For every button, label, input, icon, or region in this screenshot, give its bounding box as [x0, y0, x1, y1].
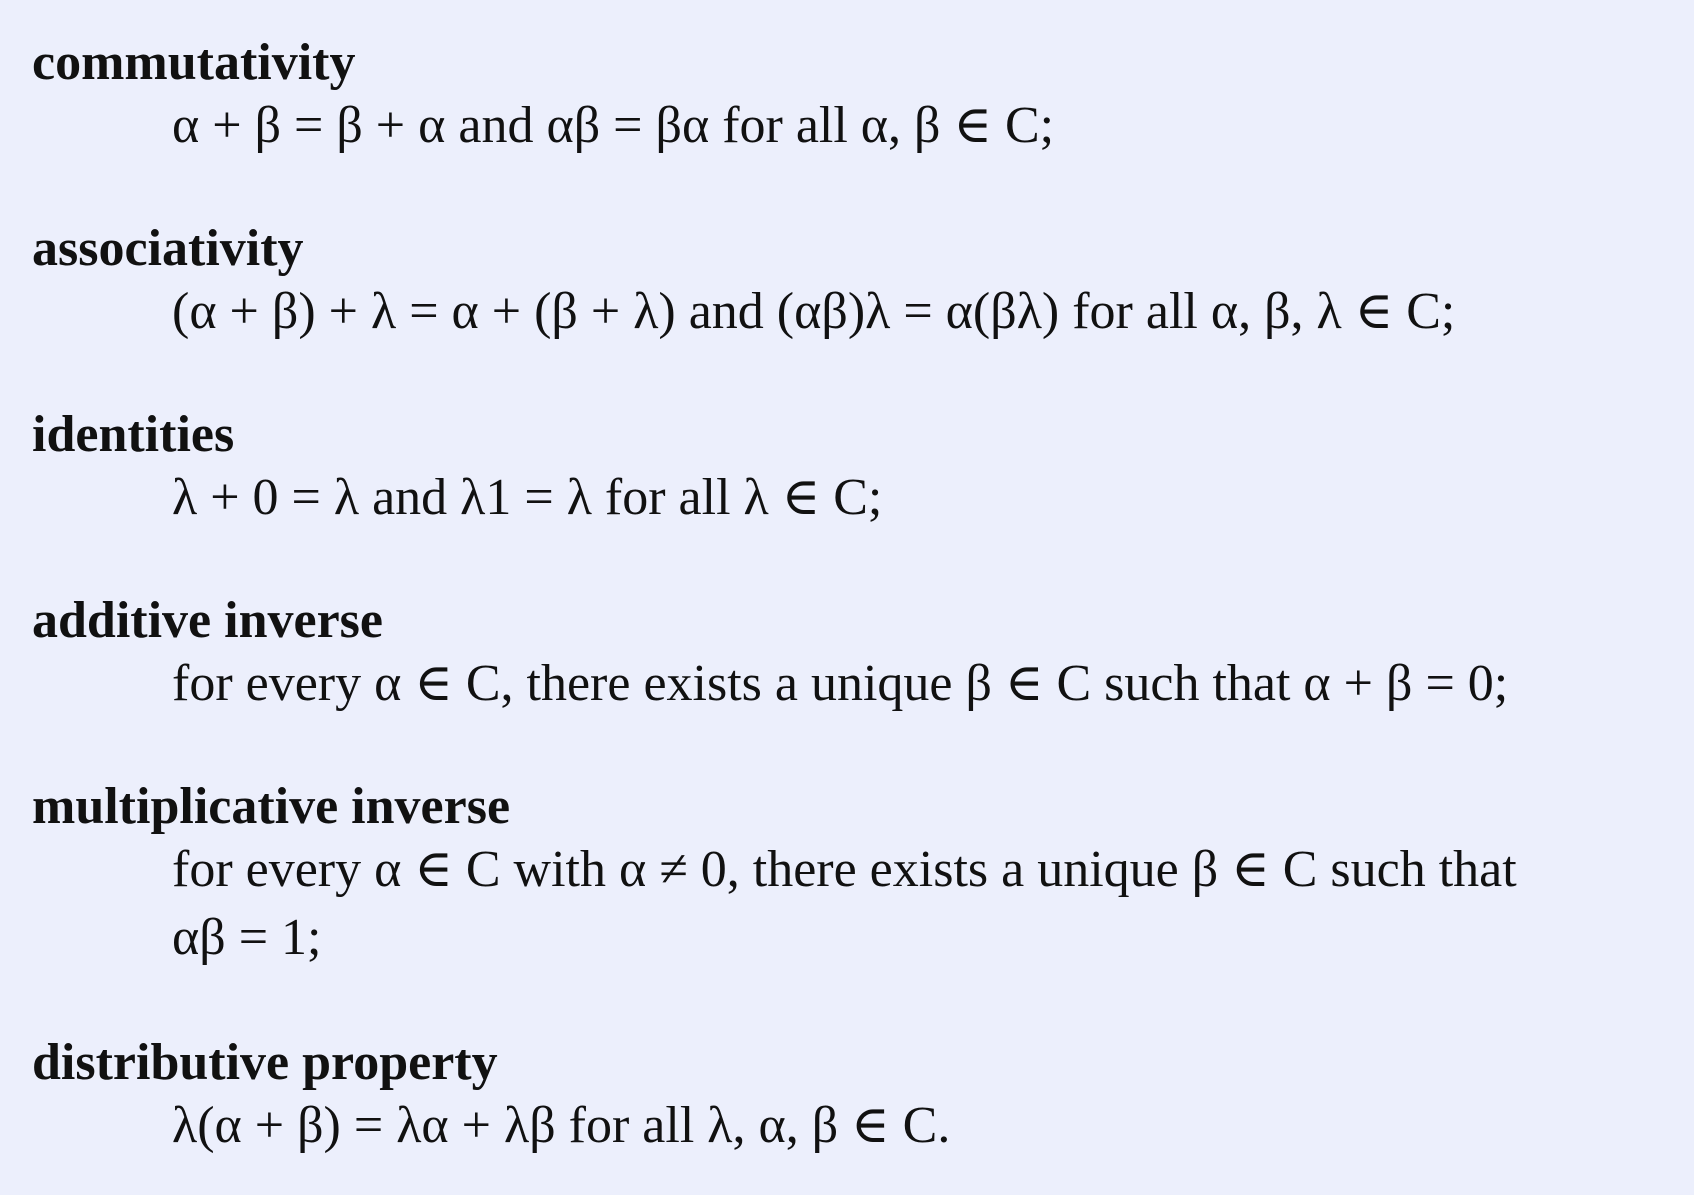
property-statement: [172, 1094, 1694, 1162]
property-distributive: [32, 1032, 1694, 1162]
statement-line: α + β = β + α and αβ = βα for all α, β ∈ C;: [172, 97, 1055, 154]
property-title: multiplicative inverse: [32, 778, 511, 835]
property-identities: [32, 404, 1694, 534]
property-title: associativity: [32, 220, 304, 277]
property-title: additive inverse: [32, 592, 383, 649]
property-statement: [172, 280, 1694, 348]
property-statement: [172, 652, 1694, 720]
property-statement: [172, 94, 1694, 162]
property-associativity: [32, 218, 1694, 348]
property-title: distributive property: [32, 1034, 498, 1091]
property-statement: [172, 838, 1694, 974]
property-statement: [172, 466, 1694, 534]
property-additive-inverse: [32, 590, 1694, 720]
property-title: identities: [32, 406, 235, 463]
statement-line: (α + β) + λ = α + (β + λ) and (αβ)λ = α(βλ) for all α, β, λ ∈ C;: [172, 283, 1456, 340]
property-title: commutativity: [32, 34, 356, 91]
statement-line: λ + 0 = λ and λ1 = λ for all λ ∈ C;: [172, 469, 883, 526]
property-commutativity: [32, 32, 1694, 162]
property-multiplicative-inverse: [32, 776, 1694, 974]
statement-line: for every α ∈ C with α ≠ 0, there exists a unique β ∈ C such that: [172, 841, 1517, 898]
statement-line: λ(α + β) = λα + λβ for all λ, α, β ∈ C.: [172, 1097, 951, 1154]
statement-line: for every α ∈ C, there exists a unique β ∈ C such that α + β = 0;: [172, 655, 1509, 712]
statement-line: αβ = 1;: [172, 909, 322, 966]
